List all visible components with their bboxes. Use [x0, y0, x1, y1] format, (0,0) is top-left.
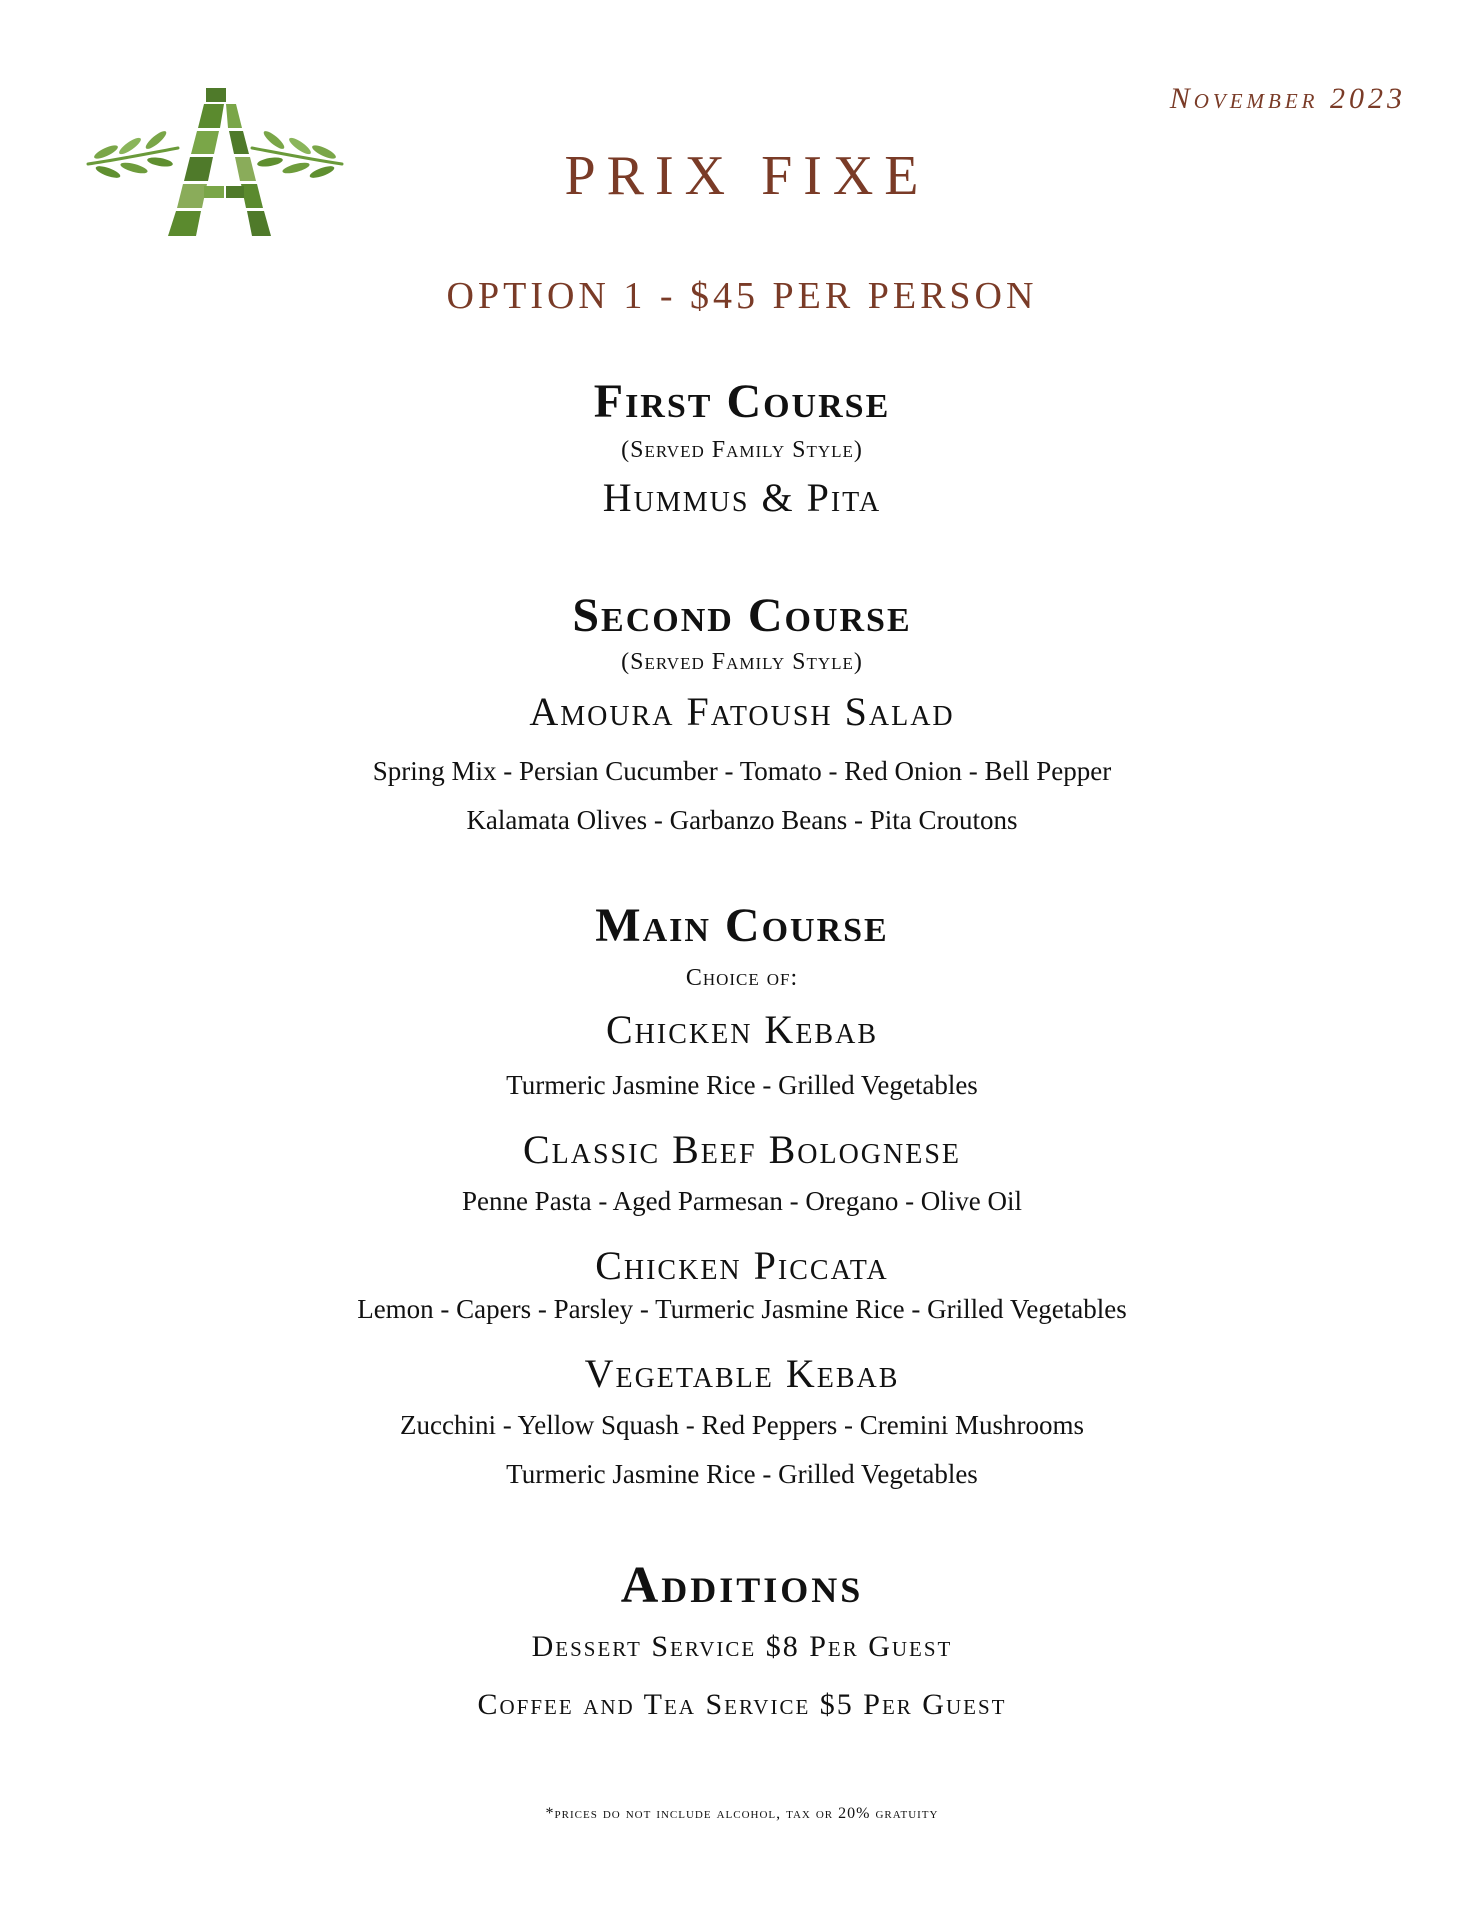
first-course-dish: Hummus & Pita — [602, 475, 882, 520]
addition-item: Dessert Service $8 Per Guest — [531, 1630, 953, 1663]
main-dish-name: Chicken Kebab — [605, 1007, 878, 1052]
main-course-heading: Main Course — [595, 899, 889, 952]
main-dish-desc: Zucchini - Yellow Squash - Red Peppers - Cremini Mushrooms — [400, 1410, 1084, 1440]
main-course-note: Choice of: — [685, 965, 799, 991]
menu-date: November 2023 — [1169, 82, 1406, 115]
main-dish-name: Vegetable Kebab — [584, 1351, 900, 1396]
main-dish-desc: Turmeric Jasmine Rice - Grilled Vegetables — [506, 1070, 978, 1100]
page-title: PRIX FIXE — [564, 145, 930, 207]
main-dish-desc: Penne Pasta - Aged Parmesan - Oregano - Olive Oil — [461, 1186, 1023, 1216]
footnote: *prices do not include alcohol, tax or 20% gratuity — [545, 1805, 939, 1822]
addition-item: Coffee and Tea Service $5 Per Guest — [477, 1688, 1007, 1721]
main-dish-name: Classic Beef Bolognese — [522, 1127, 962, 1172]
first-course-heading: First Course — [593, 375, 891, 428]
second-course-note: (Served Family Style) — [621, 649, 863, 675]
second-course-heading: Second Course — [572, 589, 912, 642]
main-dish-desc: Turmeric Jasmine Rice - Grilled Vegetables — [506, 1459, 978, 1489]
main-dish-desc: Lemon - Capers - Parsley - Turmeric Jasmine Rice - Grilled Vegetables — [357, 1294, 1127, 1324]
second-course-dish: Amoura Fatoush Salad — [529, 689, 955, 734]
second-course-desc-line2: Kalamata Olives - Garbanzo Beans - Pita Croutons — [466, 805, 1018, 835]
option-price-heading: OPTION 1 - $45 PER PERSON — [446, 275, 1038, 317]
first-course-note: (Served Family Style) — [621, 437, 863, 463]
additions-heading: Additions — [620, 1557, 864, 1614]
second-course-desc-line1: Spring Mix - Persian Cucumber - Tomato - Red Onion - Bell Pepper — [372, 756, 1112, 786]
main-dish-name: Chicken Piccata — [595, 1243, 889, 1288]
